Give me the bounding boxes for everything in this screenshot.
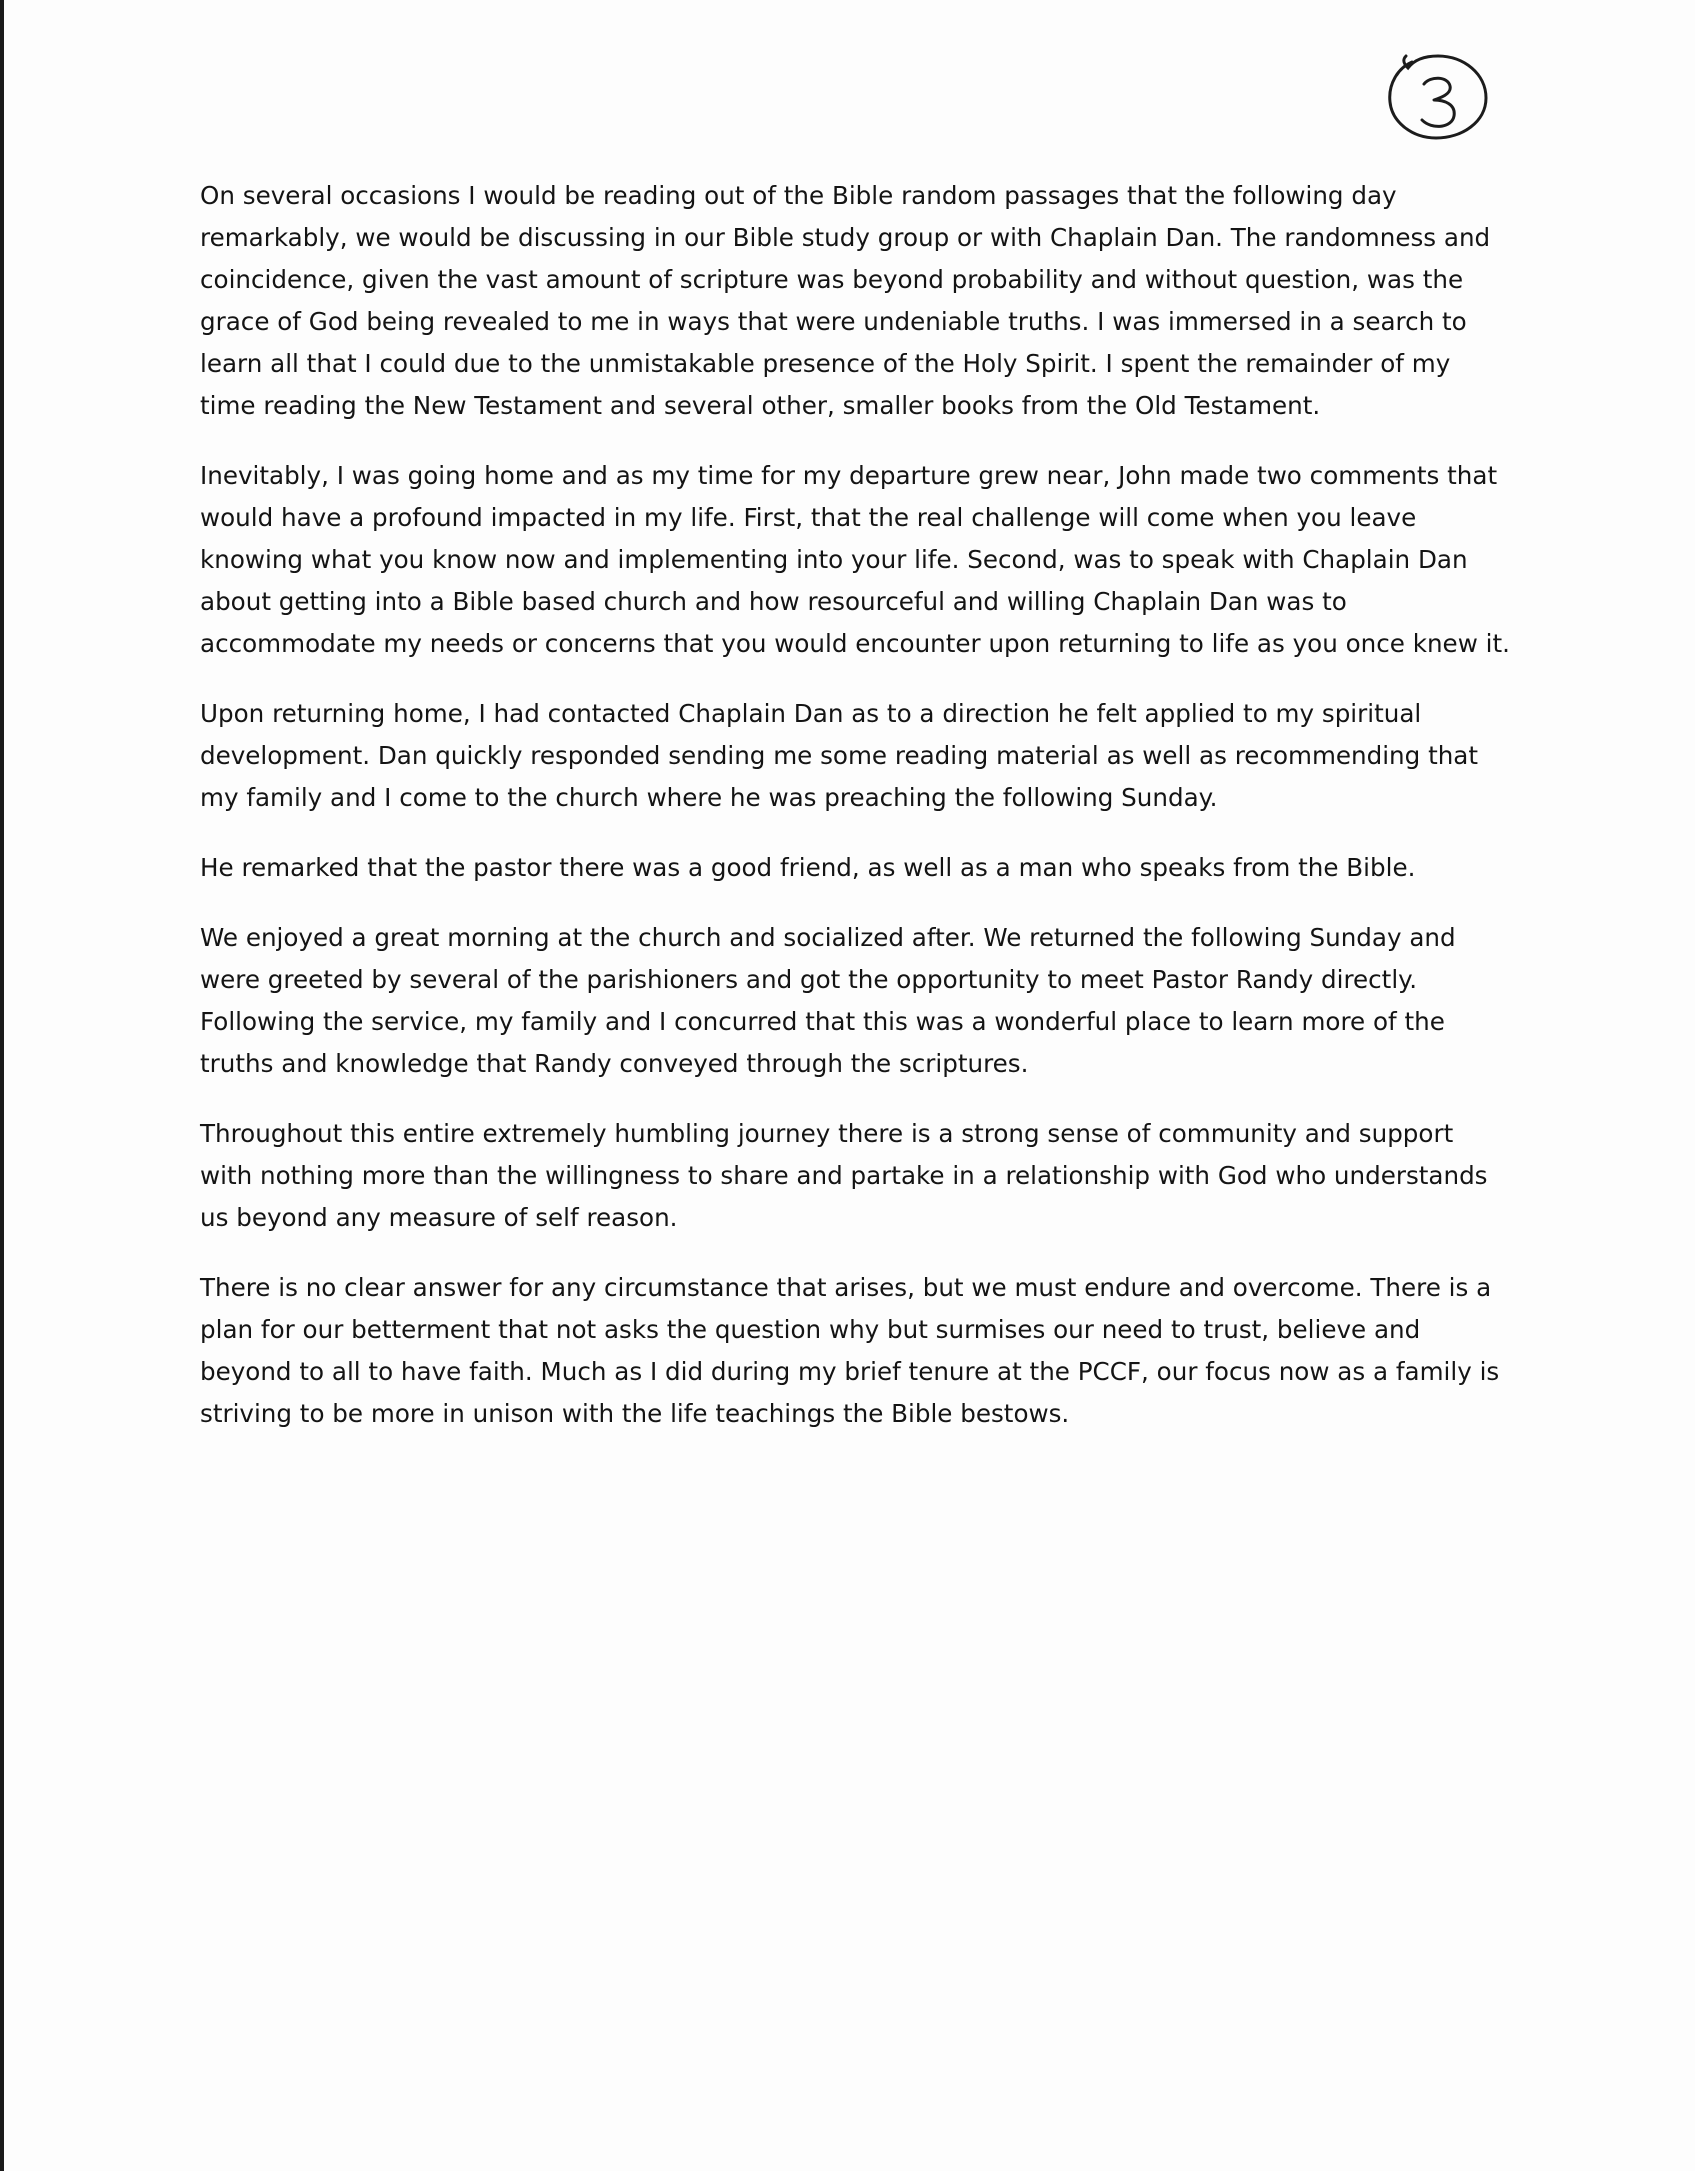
paragraph-1: On several occasions I would be reading out of the Bible random passages that the following day remarkably, we would be discussing in our Bible study group or with Chaplain Dan. The randomness and coincidence, given the vast amount of scripture was beyond probability and without question, was the grace of God being revealed to me in ways that were undeniable truths. I was immersed in a search to learn all that I could due to the unmistakable presence of the Holy Spirit. I spent the remainder of my time reading the New Testament and several other, smaller books from the Old Testament. — [200, 181, 1491, 420]
paragraph-2: Inevitably, I was going home and as my time for my departure grew near, John made two comments that would have a profound impacted in my life. First, that the real challenge will come when you leave knowing what you know now and implementing into your life. Second, was to speak with Chaplain Dan about getting into a Bible based church and how resourceful and willing Chaplain Dan was to accommodate my needs or concerns that you would encounter upon returning to life as you once knew it. — [200, 461, 1510, 658]
paragraph-4: He remarked that the pastor there was a good friend, as well as a man who speaks from the Bible. — [200, 853, 1416, 882]
letter-body — [200, 175, 1510, 1463]
handwritten-page-number — [1378, 46, 1496, 146]
circled-number-icon — [1378, 46, 1496, 146]
paragraph-5: We enjoyed a great morning at the church and socialized after. We returned the following Sunday and were greeted by several of the parishioners and got the opportunity to meet Pastor Randy directly. Following the service, my family and I concurred that this was a wonderful place to learn more of the truths and knowledge that Randy conveyed through the scriptures. — [200, 923, 1456, 1078]
paragraph-6: Throughout this entire extremely humbling journey there is a strong sense of community and support with nothing more than the willingness to share and partake in a relationship with God who understands us beyond any measure of self reason. — [200, 1119, 1488, 1232]
paragraph-7: There is no clear answer for any circumstance that arises, but we must endure and overcome. There is a plan for our betterment that not asks the question why but surmises our need to trust, believe and beyond to all to have faith. Much as I did during my brief tenure at the PCCF, our focus now as a family is striving to be more in unison with the life teachings the Bible bestows. — [200, 1273, 1500, 1428]
paragraph-3: Upon returning home, I had contacted Chaplain Dan as to a direction he felt applied to my spiritual development. Dan quickly responded sending me some reading material as well as recommending that my family and I come to the church where he was preaching the following Sunday. — [200, 699, 1479, 812]
scan-edge — [0, 0, 4, 2171]
